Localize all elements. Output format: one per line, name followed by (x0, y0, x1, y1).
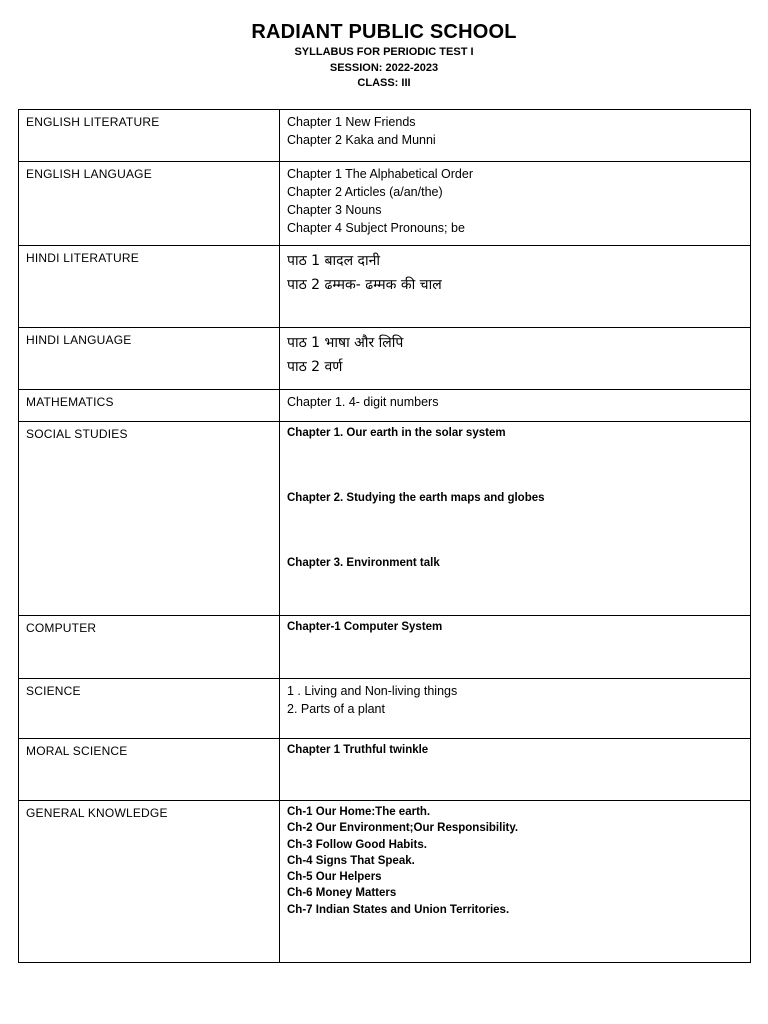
topic-item: Chapter 2 Kaka and Munni (287, 133, 436, 147)
topic-item: Chapter 1 Truthful twinkle (287, 744, 429, 756)
subject-cell: HINDI LITERATURE (19, 246, 280, 328)
topics-cell (280, 739, 751, 801)
topic-item: Chapter 2. Studying the earth maps and globes (287, 492, 545, 504)
table-row (19, 801, 751, 963)
subject-cell: SOCIAL STUDIES (19, 422, 280, 616)
table-row (19, 679, 751, 739)
table-row (19, 422, 751, 616)
topic-item: Ch-3 Follow Good Habits. (287, 838, 427, 851)
topic-item: Chapter 1 The Alphabetical Order (287, 167, 473, 181)
subject-cell: HINDI LANGUAGE (19, 328, 280, 390)
topic-item: Ch-2 Our Environment;Our Responsibility. (287, 822, 519, 835)
topic-item: Chapter 1. Our earth in the solar system (287, 427, 506, 439)
subject-cell: MATHEMATICS (19, 390, 280, 422)
topics-cell (280, 110, 751, 162)
topic-item: पाठ 2 ढम्मक- ढम्मक की चाल (287, 277, 442, 293)
syllabus-table (18, 109, 751, 963)
topic-item: Chapter 3 Nouns (287, 203, 382, 217)
topics-cell (280, 162, 751, 246)
topic-item: Chapter 1. 4- digit numbers (287, 395, 439, 409)
topic-item: पाठ 2 वर्ण (287, 359, 343, 375)
topic-item: Ch-4 Signs That Speak. (287, 854, 415, 867)
topic-item: Chapter-1 Computer System (287, 621, 443, 633)
syllabus-title: SYLLABUS FOR PERIODIC TEST I (294, 46, 474, 58)
table-row (19, 616, 751, 679)
topic-item: Ch-7 Indian States and Union Territories. (287, 903, 510, 916)
table-row (19, 328, 751, 390)
subject-cell: GENERAL KNOWLEDGE (19, 801, 280, 963)
topic-item: Ch-1 Our Home:The earth. (287, 806, 431, 818)
school-name: RADIANT PUBLIC SCHOOL (251, 21, 517, 43)
table-row (19, 739, 751, 801)
topics-cell (280, 422, 751, 616)
topics-cell (280, 246, 751, 328)
table-row (19, 246, 751, 328)
topic-item: 1 . Living and Non-living things (287, 684, 458, 698)
topics-cell (280, 616, 751, 679)
table-row (19, 110, 751, 162)
topic-item: Ch-6 Money Matters (287, 887, 397, 900)
topic-item: Chapter 2 Articles (a/an/the) (287, 185, 443, 199)
topic-item: Chapter 3. Environment talk (287, 557, 440, 569)
topic-item: Ch-5 Our Helpers (287, 871, 382, 884)
topics-cell (280, 679, 751, 739)
subject-cell: SCIENCE (19, 679, 280, 739)
subject-cell: COMPUTER (19, 616, 280, 679)
topic-item: पाठ 1 भाषा और लिपि (287, 335, 404, 351)
subject-cell: ENGLISH LITERATURE (19, 110, 280, 162)
subject-cell: ENGLISH LANGUAGE (19, 162, 280, 246)
document-header (0, 19, 768, 92)
session-label: SESSION: 2022-2023 (329, 61, 439, 74)
topics-cell (280, 390, 751, 422)
topic-item: Chapter 4 Subject Pronouns; be (287, 221, 465, 235)
subject-cell: MORAL SCIENCE (19, 739, 280, 801)
topic-item: Chapter 1 New Friends (287, 115, 416, 129)
topic-item: पाठ 1 बादल दानी (287, 253, 380, 269)
table-row (19, 390, 751, 422)
class-label: CLASS: III (357, 77, 411, 89)
topic-item: 2. Parts of a plant (287, 702, 385, 716)
topics-cell (280, 801, 751, 963)
topics-cell (280, 328, 751, 390)
table-row (19, 162, 751, 246)
